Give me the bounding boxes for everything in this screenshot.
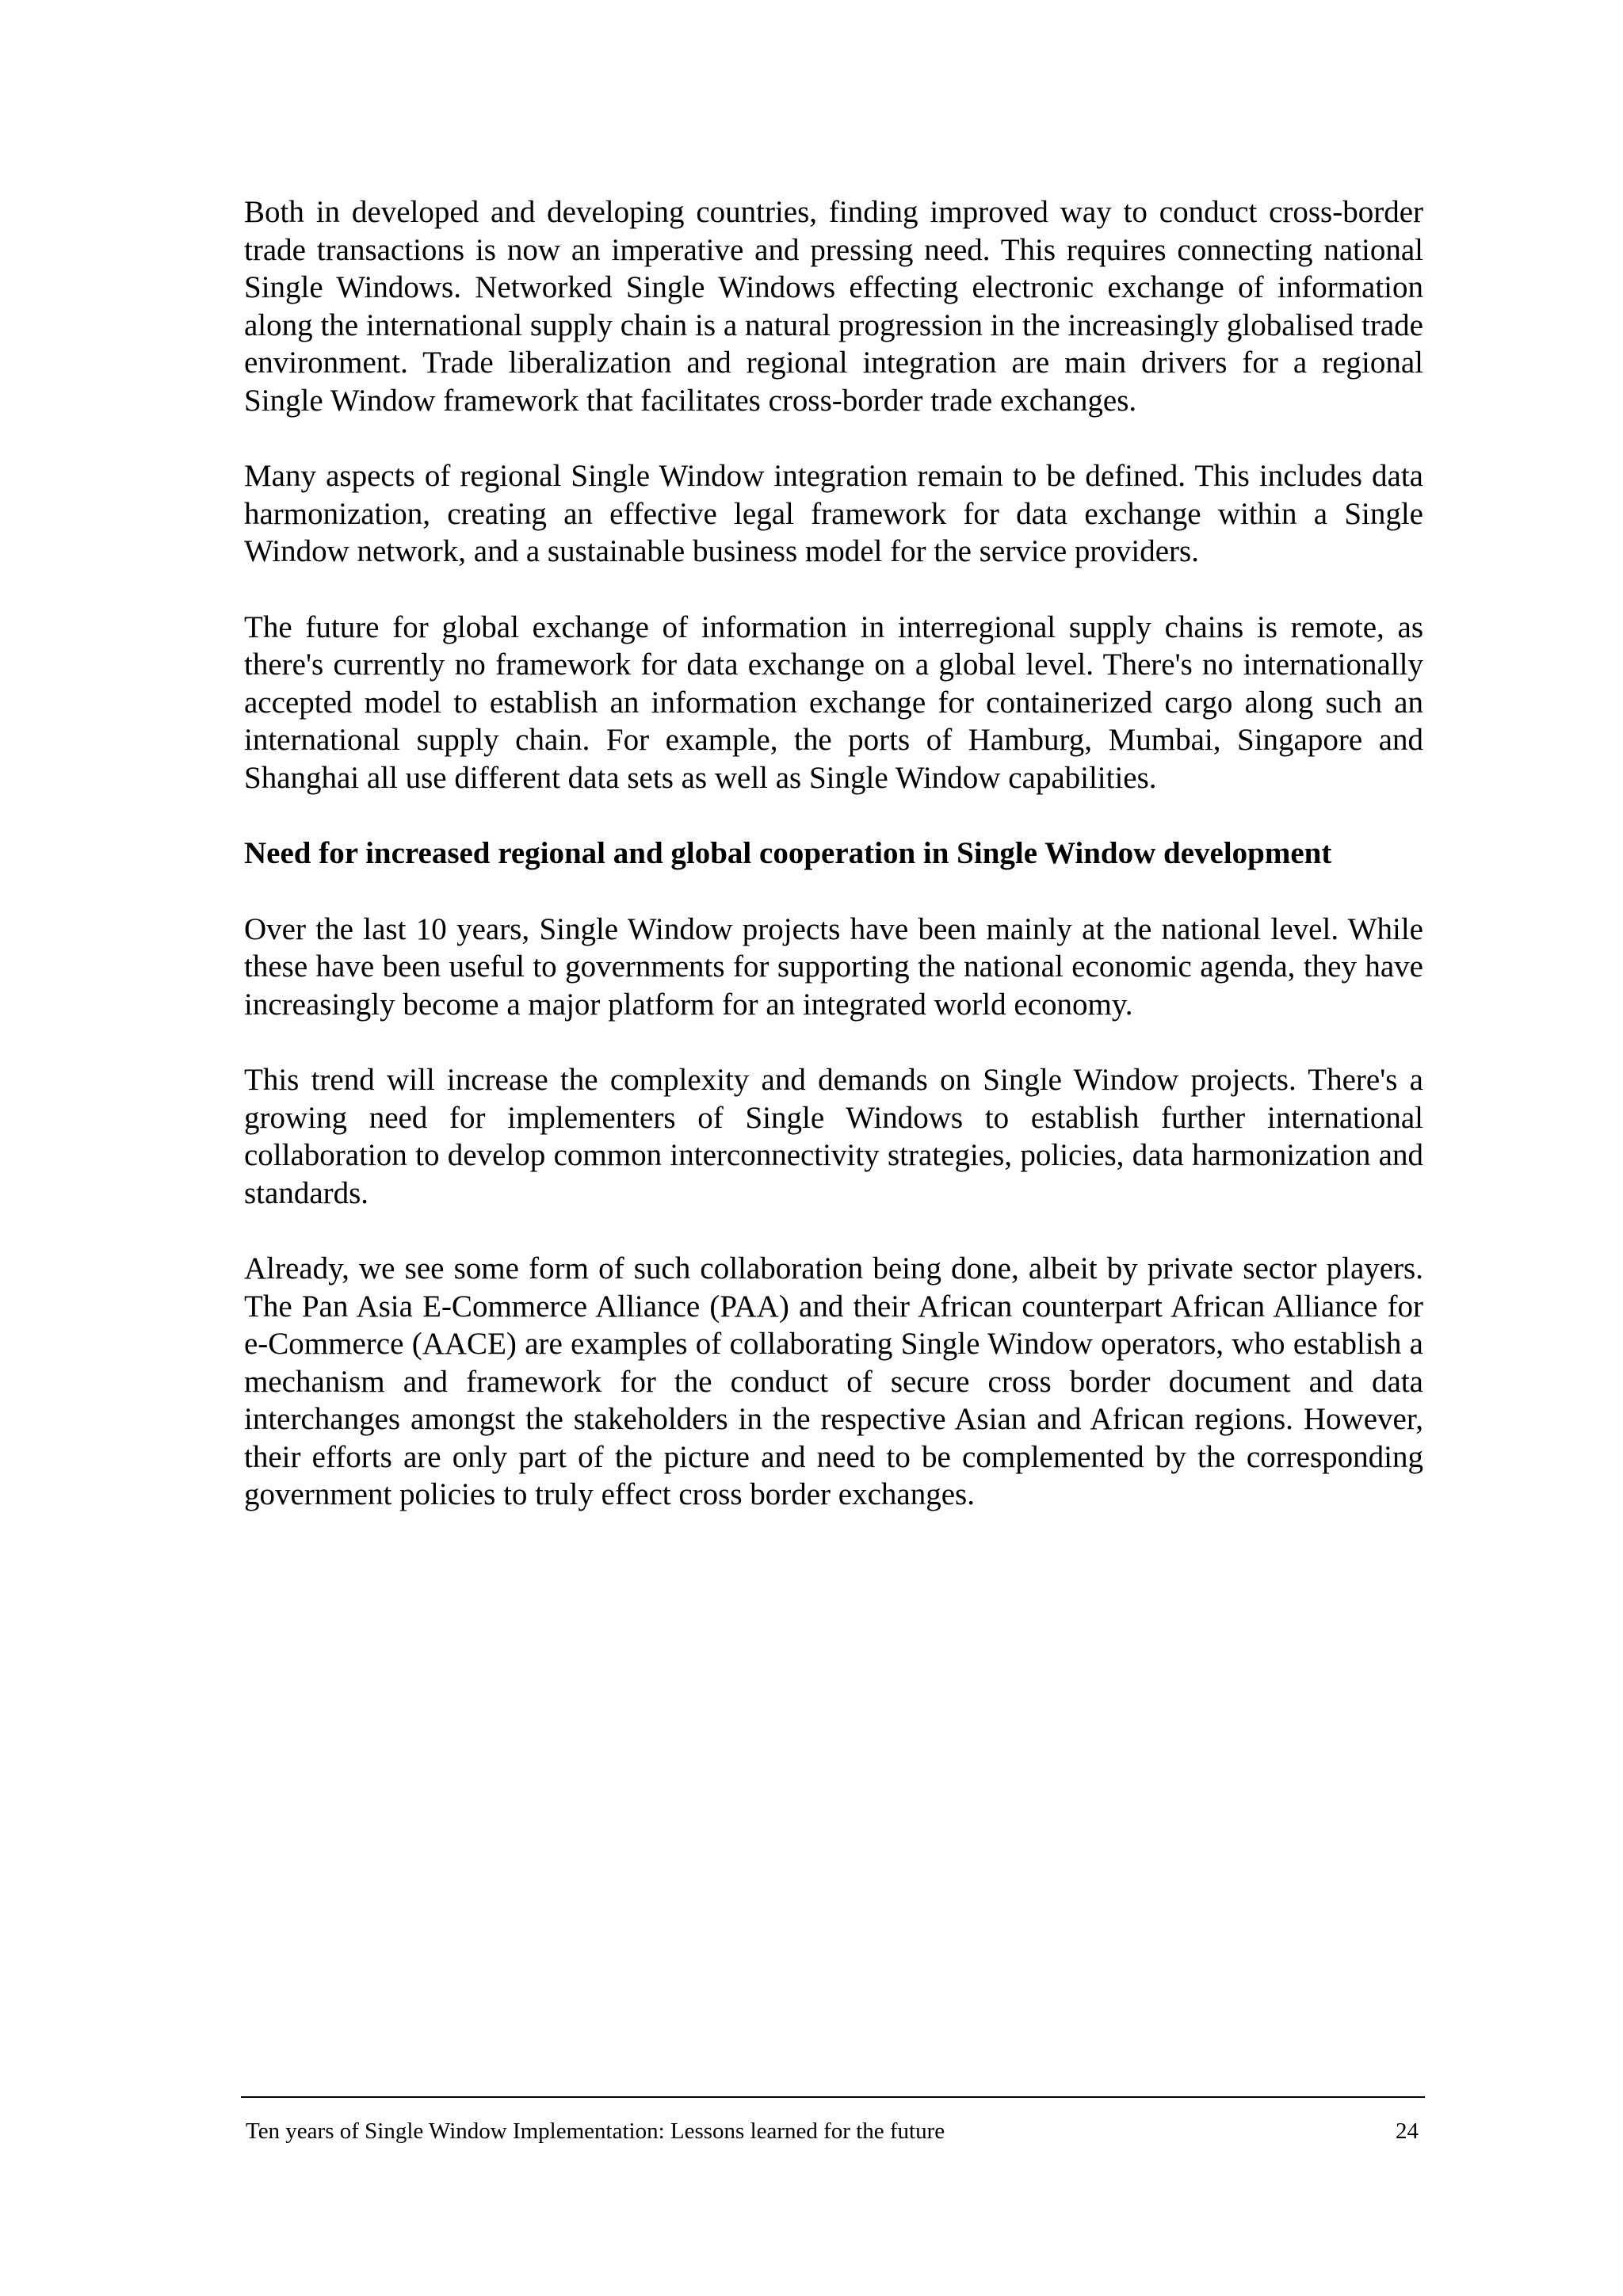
paragraph-regional-integration: Many aspects of regional Single Window integration remain to be defined. This includes data harmonization, creating an effective legal framework for data exchange within a Single Window network, and a sustainable business model for the service providers. — [244, 459, 1423, 568]
footer-title: Ten years of Single Window Implementation: Lessons learned for the future — [246, 2118, 945, 2144]
section-heading: Need for increased regional and global cooperation in Single Window development — [244, 836, 1332, 870]
paragraph-private-collaboration: Already, we see some form of such collaboration being done, albeit by private sector players. The Pan Asia E-Commerce Alliance (PAA) and their African counterpart African Alliance for e-Commerce (AACE) are examples of collaborating Single Window operators, who establish a mechanism and framework for the conduct of secure cross border document and data interchanges amongst the stakeholders in the respective Asian and African regions. However, their efforts are only part of the picture and need to be complemented by the corresponding government policies to truly effect cross border exchanges. — [244, 1251, 1423, 1511]
page-footer — [246, 2118, 1419, 2145]
paragraph-complexity-trend: This trend will increase the complexity and demands on Single Window projects. There's a growing need for implementers of Single Windows to establish further international collaboration to develop common interconnectivity strategies, policies, data harmonization and standards. — [244, 1063, 1423, 1210]
page-number: 24 — [1396, 2118, 1419, 2144]
paragraph-global-exchange: The future for global exchange of information in interregional supply chains is remote, as there's currently no framework for data exchange on a global level. There's no internationally accepted model to establish an information exchange for containerized cargo along such an international supply chain. For example, the ports of Hamburg, Mumbai, Singapore and Shanghai all use different data sets as well as Single Window capabilities. — [244, 609, 1423, 795]
paragraph-national-level: Over the last 10 years, Single Window projects have been mainly at the national level. While these have been useful to governments for supporting the national economic agenda, they have increasingly become a major platform for an integrated world economy. — [244, 911, 1423, 1022]
page-body — [244, 193, 1423, 1552]
paragraph-cross-border-trade: Both in developed and developing countries, finding improved way to conduct cross-border trade transactions is now an imperative and pressing need. This requires connecting national Single Windows. Networked Single Windows effecting electronic exchange of information along the international supply chain is a natural progression in the increasingly globalised trade environment. Trade liberalization and regional integration are main drivers for a regional Single Window framework that facilitates cross-border trade exchanges. — [244, 195, 1423, 418]
footer-divider — [241, 2096, 1425, 2098]
